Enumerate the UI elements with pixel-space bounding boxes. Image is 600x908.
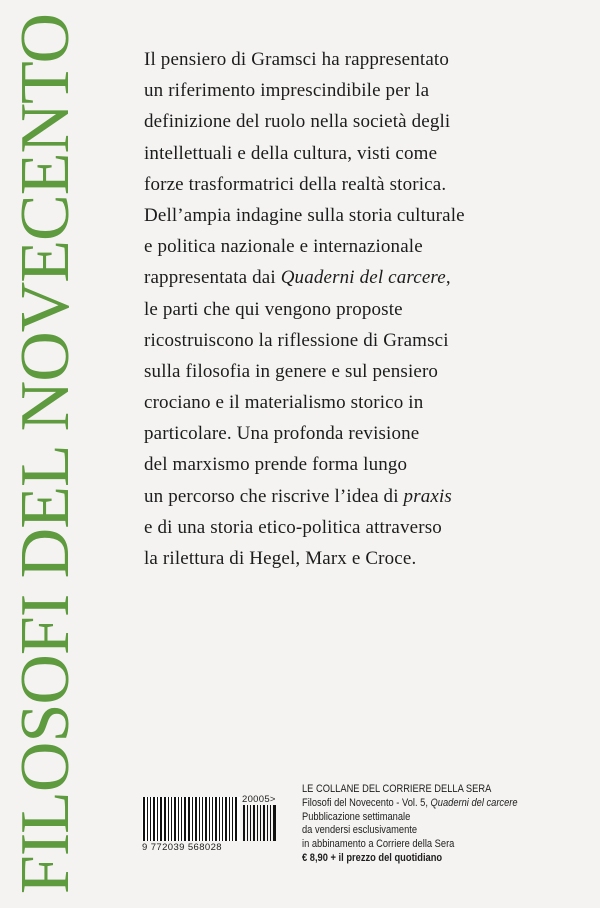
blurb-line: un riferimento imprescindibile per la — [144, 80, 430, 102]
price: € 8,90 + il prezzo del quotidiano — [302, 851, 443, 864]
volume-prefix: Filosofi del Novecento - Vol. 5, — [302, 796, 431, 809]
barcode-bar — [174, 797, 176, 841]
barcode-block — [142, 794, 292, 853]
back-cover-blurb — [144, 44, 584, 574]
barcode-bar — [225, 797, 227, 841]
sale-condition-1: da vendersi esclusivamente — [302, 824, 418, 837]
volume-line — [302, 797, 557, 811]
blurb-line: intellettuali e della cultura, visti come — [144, 142, 438, 164]
blurb-line: crociano e il materialismo storico in — [144, 392, 424, 414]
barcode-bar — [219, 797, 220, 841]
blurb-line: definizione del ruolo nella società degli — [144, 111, 451, 133]
blurb-line: del marxismo prende forma lungo — [144, 454, 408, 476]
barcode-bars — [142, 797, 240, 841]
barcode-bar — [205, 797, 207, 841]
blurb-line: Dell’ampia indagine sulla storia culturale — [144, 204, 465, 226]
barcode-bar — [192, 797, 193, 841]
barcode-bar — [263, 805, 265, 841]
barcode-bar — [229, 797, 230, 841]
addon-bars — [242, 805, 278, 841]
blurb-text: , — [445, 267, 451, 289]
barcode-bar — [202, 797, 203, 841]
barcode-bar — [157, 797, 158, 841]
book-title-italic: Quaderni del carcere — [280, 267, 446, 289]
barcode-bar — [257, 805, 258, 841]
barcode-bar — [209, 797, 210, 841]
blurb-line: sulla filosofia in genere e sul pensiero — [144, 360, 439, 382]
barcode-bar — [199, 797, 200, 841]
blurb-line: particolare. Una profonda revisione — [144, 423, 420, 445]
barcode-bar — [168, 797, 169, 841]
barcode-bar — [215, 797, 217, 841]
barcode-bar — [247, 805, 248, 841]
frequency: Pubblicazione settimanale — [302, 810, 411, 823]
barcode-bar — [184, 797, 186, 841]
barcode-bar — [222, 797, 223, 841]
series-title-text: FILOSOFI DEL NOVECENTO — [7, 13, 84, 895]
barcode-digits: 9 772039 568028 — [142, 842, 222, 853]
barcode-bar — [150, 797, 151, 841]
barcode-bar — [243, 805, 245, 841]
barcode-addon-digits: 20005> — [242, 794, 276, 805]
barcode-bar — [164, 797, 166, 841]
barcode-bar — [195, 797, 197, 841]
barcode-bar — [232, 797, 233, 841]
sale-condition-2: in abbinamento a Corriere della Sera — [302, 838, 455, 851]
barcode-bar — [178, 797, 179, 841]
barcode-bar — [188, 797, 190, 841]
barcode-bar — [212, 797, 213, 841]
blurb-line: e di una storia etico-politica attraverso — [144, 516, 442, 538]
publication-info — [302, 783, 557, 866]
blurb-line: le parti che qui vengono proposte — [144, 298, 403, 320]
blurb-line: la rilettura di Hegel, Marx e Croce. — [144, 548, 417, 569]
barcode-bar — [181, 797, 182, 841]
barcode-bar — [253, 805, 255, 841]
volume-title: Quaderni del carcere — [430, 796, 518, 809]
blurb-text: un percorso che riscrive l’idea di — [144, 485, 404, 507]
blurb-line: forze trasformatrici della realtà storica. — [144, 173, 447, 195]
barcode-bar — [147, 797, 148, 841]
barcode-bar — [250, 805, 251, 841]
barcode-bar — [143, 797, 145, 841]
barcode-bar — [153, 797, 155, 841]
blurb-line: e politica nazionale e internazionale — [144, 236, 423, 258]
barcode-bar — [270, 805, 271, 841]
series-title-vertical — [7, 5, 84, 903]
barcode-bar — [273, 805, 276, 841]
collection-name: LE COLLANE DEL CORRIERE DELLA SERA — [302, 783, 492, 795]
blurb-line: ricostruiscono la riflessione di Gramsci — [144, 329, 449, 351]
barcode-bar — [160, 797, 162, 841]
barcode-addon — [242, 805, 278, 841]
barcode-bar — [260, 805, 261, 841]
barcode-bar — [235, 797, 237, 841]
praxis-italic: praxis — [403, 485, 452, 507]
blurb-line — [144, 481, 584, 512]
ean-barcode — [142, 797, 240, 841]
blurb-line — [144, 262, 584, 293]
barcode-bar — [171, 797, 172, 841]
blurb-text: rappresentata dai — [144, 267, 281, 289]
barcode-bar — [267, 805, 268, 841]
blurb-line: Il pensiero di Gramsci ha rappresentato — [144, 49, 449, 70]
